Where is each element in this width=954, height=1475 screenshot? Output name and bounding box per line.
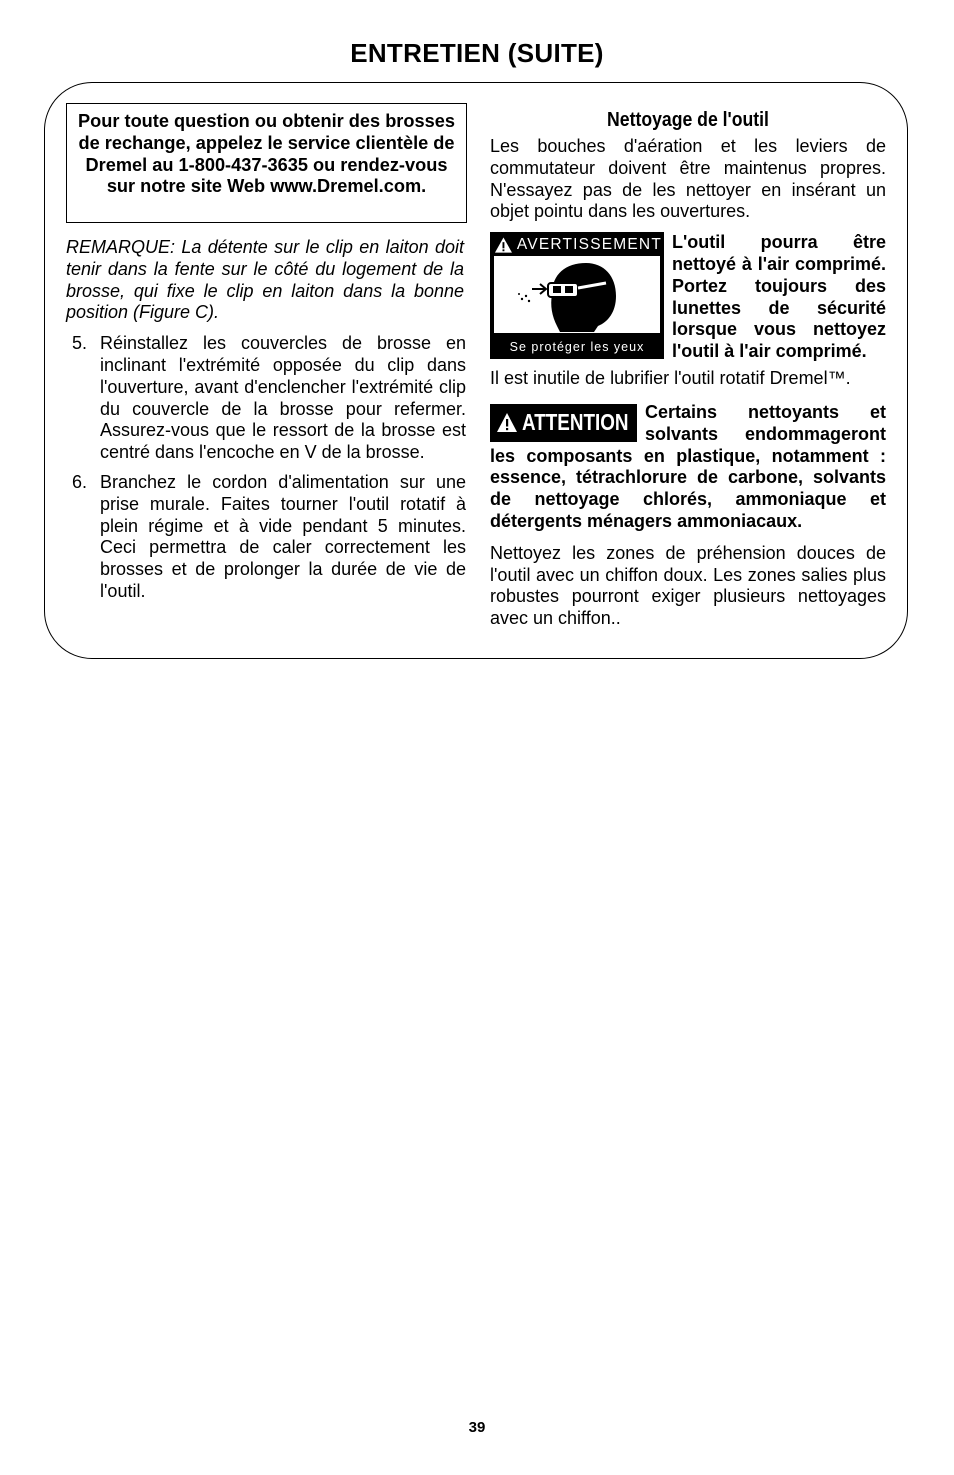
right-column [490,103,886,630]
caution-text: Certains nettoyants et solvants endommageront les composants en plastique, notamment : essence, tétrachlorure de carbone, solvants de nettoyage chlorés, ammoniaque et détergents ménagers ammoniacaux. [490,401,886,531]
warning-text: L'outil pourra être nettoyé à l'air comprimé. Portez toujours des lunettes de sécurité lorsque vous nettoyez l'outil à l'air comprimé. [672,232,886,362]
page-title: ENTRETIEN (SUITE) [350,38,604,68]
note-paragraph: REMARQUE: La détente sur le clip en laiton doit tenir dans la fente sur le côté du logement de la brosse, qui fixe le clip en laiton dans la bonne position (Figure C). [66,237,464,323]
step-text: Branchez le cordon d'alimentation sur une prise murale. Faites tourner l'outil rotatif à plein régime et à vide pendant 5 minutes. Ceci permettra de caler correctement les brosses et de prolonger la durée de vie de l'outil. [100,471,466,601]
lubrication-note: Il est inutile de lubrifier l'outil rotatif Dremel™. [490,368,851,389]
warning-triangle-icon [494,236,513,254]
list-item [66,472,466,603]
section-heading: Nettoyage de l'outil [607,108,769,131]
warning-label-text: AVERTISSEMENT [516,236,662,254]
intro-paragraph: Les bouches d'aération et les leviers de commutateur doivent être maintenus propres. N'essayez pas de les nettoyer en insérant un objet pointu dans les ouvertures. [490,136,886,222]
eye-protection-icon [494,256,660,333]
customer-service-box: Pour toute question ou obtenir des brosses de rechange, appelez le service clientèle de Dremel au 1-800-437-3635 ou rendez-vous sur notre site Web www.Dremel.com. [66,103,467,223]
step-number: 6. [72,471,88,492]
warning-block [490,232,886,362]
caution-block [490,402,886,533]
steps-list [66,333,466,603]
grip-cleaning-paragraph: Nettoyez les zones de préhension douces de l'outil avec un chiffon doux. Les zones salies plus robustes pourront exiger plusieurs nettoyages avec un chiffon.. [490,542,886,629]
list-item [66,333,466,464]
step-text: Réinstallez les couvercles de brosse en inclinant l'extrémité opposée du clip dans l'ouverture, avant d'enclencher l'extrémité clip du couvercle de la brosse pour refermer. Assurez-vous que le ressort de la brosse est centré dans l'encoche en V de la brosse. [100,333,466,463]
left-column [66,103,466,611]
page-number: 39 [468,1419,486,1436]
warning-triangle-icon [496,412,518,434]
warning-label [490,232,664,359]
attention-label-text: ATTENTION [521,409,629,436]
step-number: 5. [72,333,88,354]
warning-caption: Se protéger les yeux [509,340,645,355]
attention-label [490,404,637,442]
